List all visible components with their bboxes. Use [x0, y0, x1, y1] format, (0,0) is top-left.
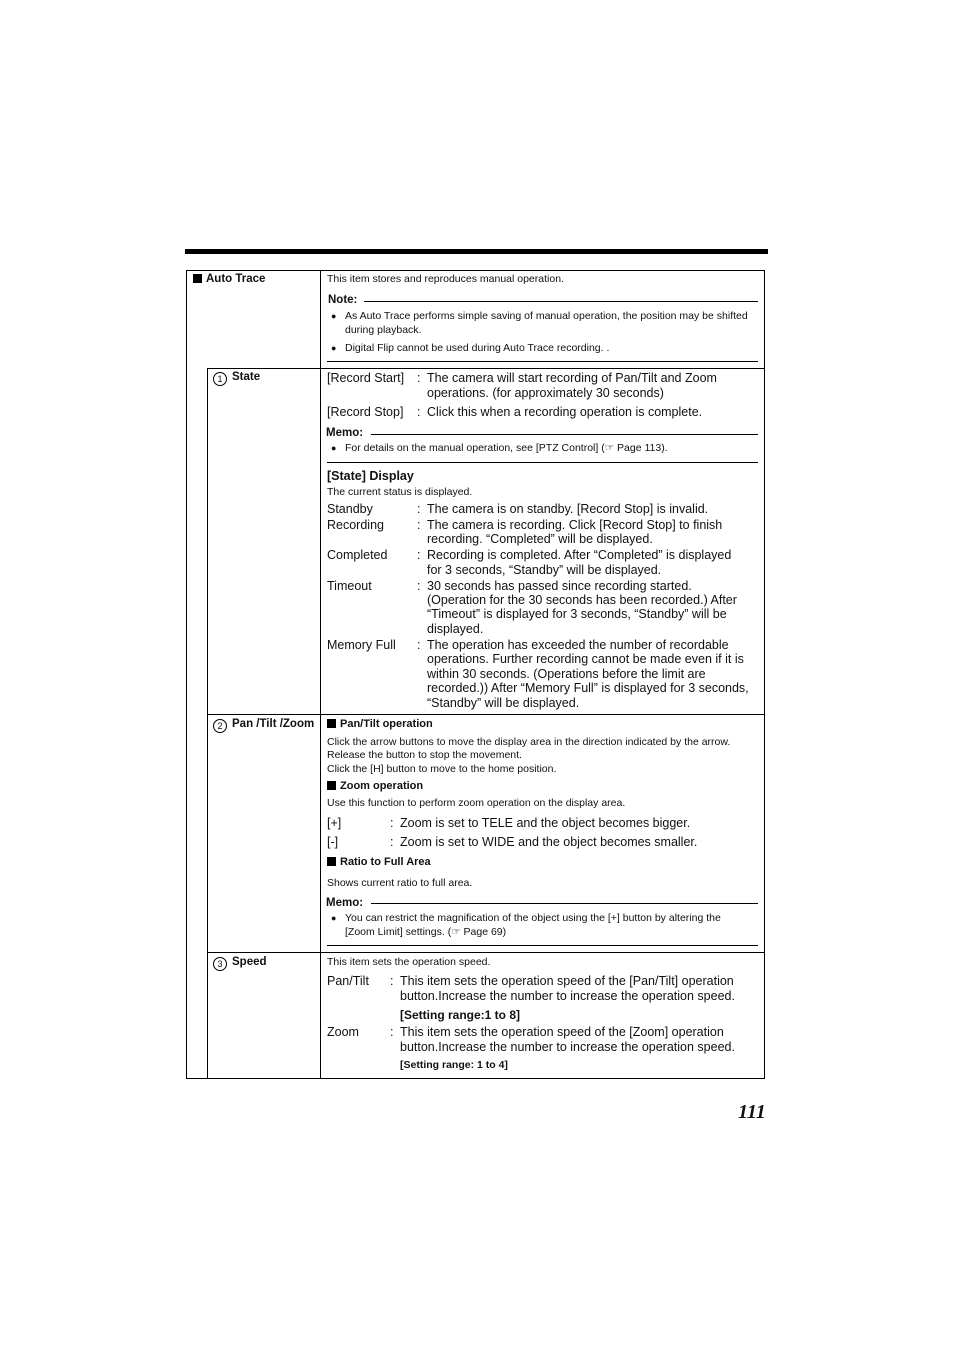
memo-end-rule — [327, 462, 758, 463]
status-standby-line-1: The camera is on standby. [Record Stop] is invalid. — [427, 502, 709, 516]
circled-number-icon: 1 — [213, 372, 227, 386]
ptz-memo-line-2: [Zoom Limit] settings. (☞ Page 69) — [345, 926, 507, 938]
record-stop-key: [Record Stop] — [327, 405, 404, 419]
zoom-plus-text: Zoom is set to TELE and the object becomes bigger. — [400, 816, 691, 830]
auto-trace-desc: This item stores and reproduces manual operation. — [327, 273, 564, 285]
square-bullet-icon — [327, 781, 336, 790]
pan-tilt-heading: Pan/Tilt operation — [327, 718, 433, 730]
note-item-1-line-2: during playback. — [345, 324, 422, 336]
colon: : — [390, 1025, 394, 1039]
row-divider-ptz — [207, 714, 765, 715]
colon: : — [390, 974, 394, 988]
note-item-1-line-1: As Auto Trace performs simple saving of manual operation, the position may be shifted — [345, 310, 748, 322]
speed-pantilt-line-1: This item sets the operation speed of the [Pan/Tilt] operation — [400, 974, 734, 988]
auto-trace-label: Auto Trace — [193, 273, 265, 285]
colon: : — [417, 405, 421, 419]
status-recording-line-1: The camera is recording. Click [Record Stop] to finish — [427, 518, 723, 532]
colon: : — [417, 638, 421, 652]
memo-end-rule — [327, 945, 758, 946]
memo-rule — [371, 903, 758, 904]
zoom-desc: Use this function to perform zoom operation on the display area. — [327, 797, 626, 809]
status-memory-full-line-1: The operation has exceeded the number of recordable — [427, 638, 729, 652]
speed-zoom-key: Zoom — [327, 1025, 359, 1039]
column-divider-sub — [207, 368, 208, 1079]
record-start-line-2: operations. (for approximately 30 seconds) — [427, 386, 664, 400]
square-bullet-icon — [327, 719, 336, 728]
ratio-desc: Shows current ratio to full area. — [327, 877, 473, 889]
status-timeout-line-3: “Timeout” is displayed for 3 seconds, “Standby” will be — [427, 607, 727, 621]
square-bullet-icon — [327, 857, 336, 866]
status-memory-full-line-5: “Standby” will be displayed. — [427, 696, 580, 710]
note-rule — [364, 301, 758, 302]
note-item-2: Digital Flip cannot be used during Auto Trace recording. . — [345, 342, 610, 354]
ptz-memo-title: Memo: — [326, 897, 364, 909]
status-timeout-line-2: (Operation for the 30 seconds has been recorded.) After — [427, 593, 737, 607]
status-recording-line-2: recording. “Completed” will be displayed. — [427, 532, 653, 546]
status-timeout-line-4: displayed. — [427, 622, 484, 636]
status-key-memory-full: Memory Full — [327, 638, 396, 652]
pan-tilt-line-1: Click the arrow buttons to move the display area in the direction indicated by the arrow. — [327, 736, 731, 748]
zoom-minus-text: Zoom is set to WIDE and the object becomes smaller. — [400, 835, 698, 849]
bullet-icon: ● — [331, 311, 337, 321]
page-number: 111 — [738, 1101, 766, 1123]
row-divider-state — [207, 368, 765, 369]
speed-pantilt-line-2: button.Increase the number to increase the operation speed. — [400, 989, 735, 1003]
colon: : — [417, 579, 421, 593]
speed-zoom-line-2: button.Increase the number to increase the operation speed. — [400, 1040, 735, 1054]
state-display-desc: The current status is displayed. — [327, 486, 473, 498]
status-completed-line-2: for 3 seconds, “Standby” will be displayed. — [427, 563, 662, 577]
zoom-heading: Zoom operation — [327, 780, 423, 792]
column-divider-main — [320, 270, 321, 1079]
pan-tilt-line-3: Click the [H] button to move to the home position. — [327, 763, 557, 775]
speed-label: 3 Speed — [213, 956, 267, 971]
note-end-rule — [327, 361, 758, 362]
speed-pantilt-key: Pan/Tilt — [327, 974, 369, 988]
status-memory-full-line-2: operations. Further recording cannot be made even if it is — [427, 652, 744, 666]
status-memory-full-line-4: recorded.)) After “Memory Full” is displayed for 3 seconds, — [427, 681, 749, 695]
status-key-recording: Recording — [327, 518, 384, 532]
status-completed-line-1: Recording is completed. After “Completed” is displayed — [427, 548, 732, 562]
bullet-icon: ● — [331, 913, 337, 923]
speed-desc: This item sets the operation speed. — [327, 956, 491, 968]
zoom-plus-key: [+] — [327, 816, 342, 830]
speed-zoom-line-1: This item sets the operation speed of the [Zoom] operation — [400, 1025, 724, 1039]
status-key-standby: Standby — [327, 502, 373, 516]
record-start-key: [Record Start] — [327, 371, 405, 385]
colon: : — [417, 502, 421, 516]
memo-rule — [371, 434, 758, 435]
colon: : — [417, 518, 421, 532]
status-key-completed: Completed — [327, 548, 388, 562]
status-memory-full-line-3: within 30 seconds. (Operations before the limit are — [427, 667, 706, 681]
speed-pantilt-range: [Setting range:1 to 8] — [400, 1008, 521, 1022]
zoom-minus-key: [-] — [327, 835, 339, 849]
square-bullet-icon — [193, 274, 202, 283]
ratio-heading: Ratio to Full Area — [327, 856, 431, 868]
bullet-icon: ● — [331, 343, 337, 353]
status-timeout-line-1: 30 seconds has passed since recording started. — [427, 579, 692, 593]
row-divider-speed — [207, 952, 765, 953]
state-label: 1 State — [213, 371, 260, 386]
status-key-timeout: Timeout — [327, 579, 372, 593]
circled-number-icon: 2 — [213, 719, 227, 733]
colon: : — [417, 371, 421, 385]
pan-tilt-zoom-label: 2 Pan /Tilt /Zoom — [213, 718, 314, 733]
state-display-title: [State] Display — [327, 469, 414, 483]
state-memo-title: Memo: — [326, 427, 364, 439]
colon: : — [390, 816, 394, 830]
state-memo-item: For details on the manual operation, see [PTZ Control] (☞ Page 113). — [345, 442, 668, 454]
pan-tilt-line-2: Release the button to stop the movement. — [327, 749, 522, 761]
header-rule — [185, 249, 768, 254]
colon: : — [390, 835, 394, 849]
record-start-line-1: The camera will start recording of Pan/Tilt and Zoom — [427, 371, 717, 385]
speed-zoom-range: [Setting range: 1 to 4] — [400, 1059, 508, 1071]
ptz-memo-line-1: You can restrict the magnification of the object using the [+] button by altering the — [345, 912, 721, 924]
note-title: Note: — [328, 294, 358, 306]
colon: : — [417, 548, 421, 562]
circled-number-icon: 3 — [213, 957, 227, 971]
bullet-icon: ● — [331, 443, 337, 453]
record-stop-line-1: Click this when a recording operation is complete. — [427, 405, 703, 419]
